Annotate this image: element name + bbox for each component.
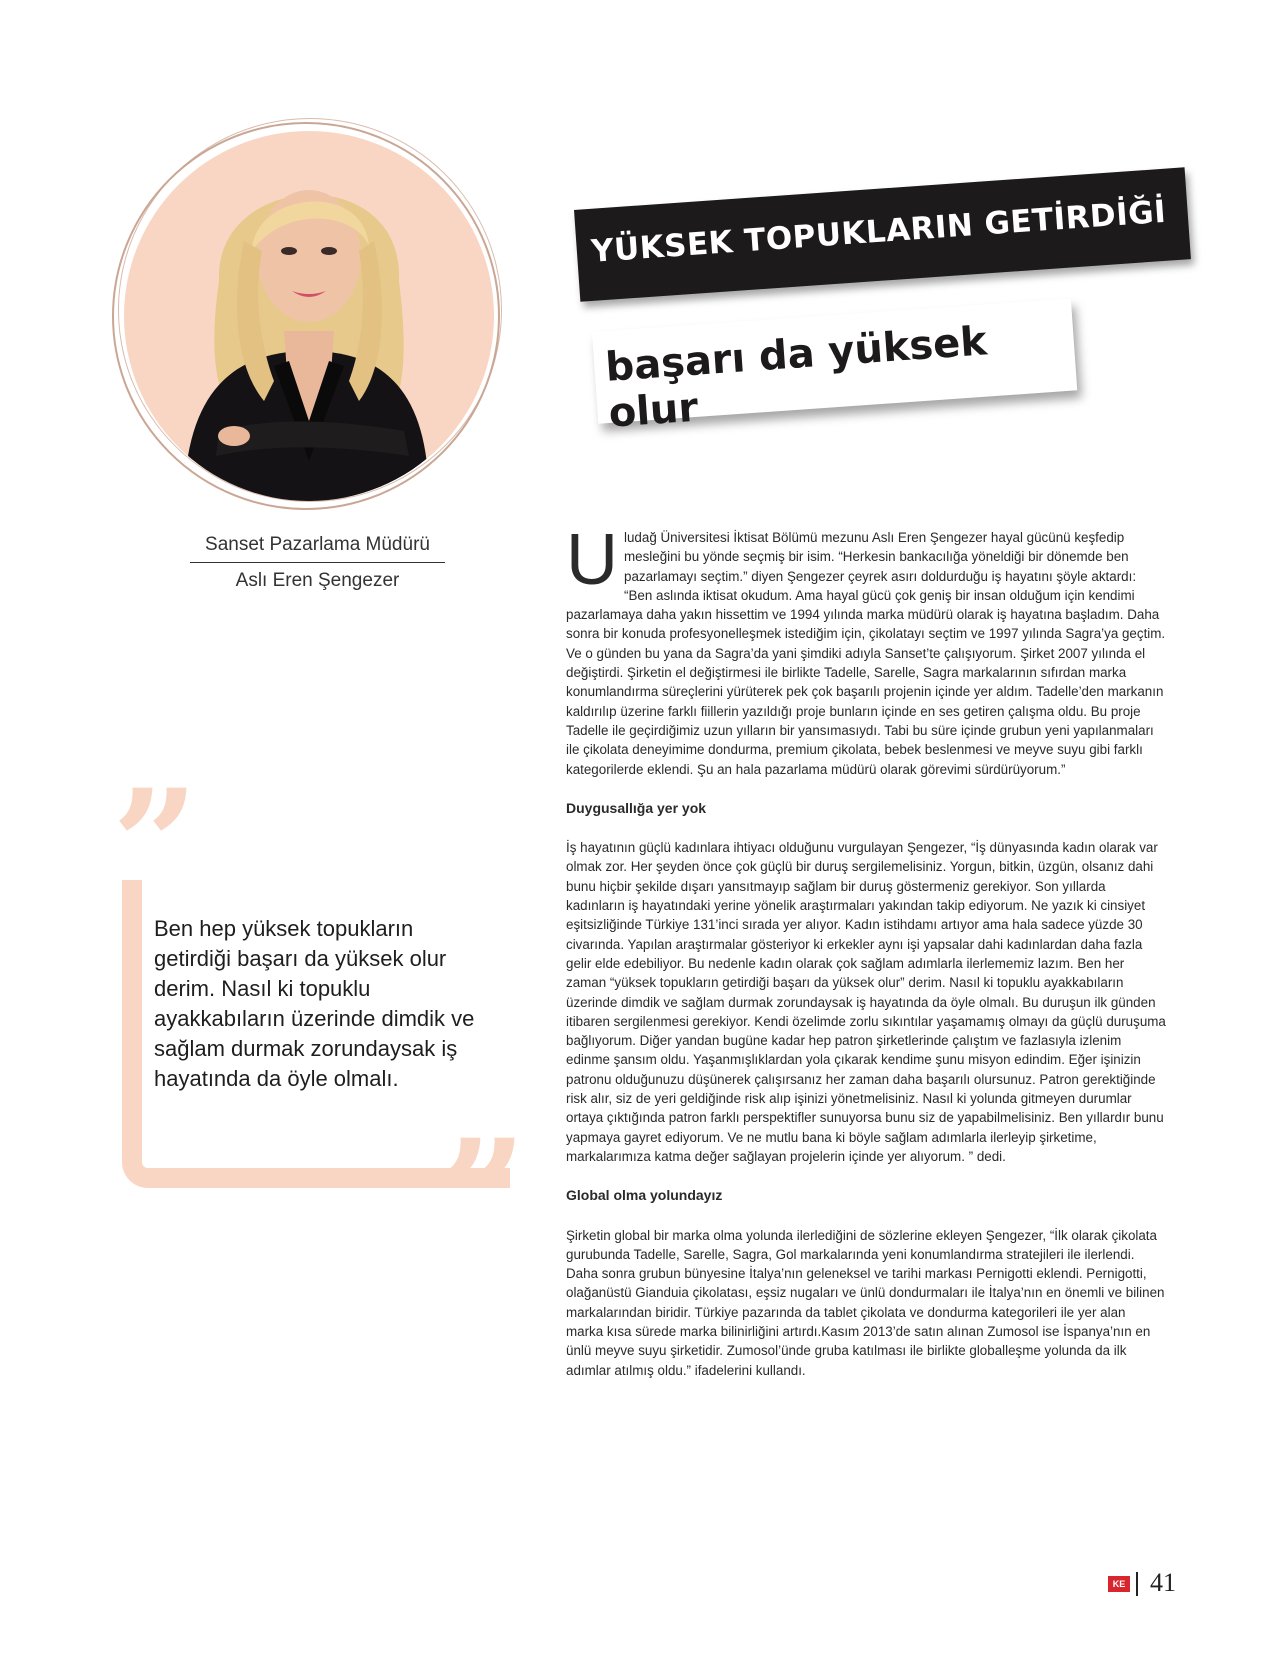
caption-role: Sanset Pazarlama Müdürü [190, 534, 445, 563]
caption-name: Aslı Eren Şengezer [235, 570, 400, 591]
quote-close-icon: ” [440, 1107, 527, 1283]
portrait-photo [124, 131, 494, 501]
title-line-2: başarı da yüksek olur [604, 318, 989, 437]
article-body [566, 520, 1166, 1380]
page-number: 41 [1150, 1568, 1176, 1597]
title-line-1: YÜKSEK TOPUKLARIN GETİRDİĞİ [590, 193, 1168, 270]
portrait-illustration [124, 131, 494, 501]
section-heading-2: Global olma yolundayız [566, 1187, 723, 1204]
footer-divider [1136, 1572, 1138, 1596]
quote-open-icon: ” [112, 757, 199, 933]
section-heading-1: Duygusallığa yer yok [566, 799, 707, 816]
drop-cap: U [566, 520, 618, 600]
article-intro-text: ludağ Üniversitesi İktisat Bölümü mezunu Aslı Eren Şengezer hayal gücünü keşfedip mesleğini bu yönde seçmiş bir isim. “Herkesin bankacılığa yöneldiği bir dönemde ben pazarlamayı seçtim.” diyen Şengezer çeyrek asırı doldurduğu iş hayatını şöyle aktardı: “Ben aslında iktisat okudum. Ama hayal gücü çok geniş bir insan olduğum için kendimi pazarlamaya daha yakın hissettim ve 1994 yılında marka müdürü olarak iş hayatına başladım. Daha sonra bir konuda profesyonelleşmek istediğim için, çikolatayı seçtim ve 1997 yılında Sagra’ya geçtim. Ve o günden bu yana da Sagra’da yani şimdiki adıyla Sanset’te çalışıyorum. Şirket 2007 yılında el değiştirdi. Şirketin el değiştirmesi ile birlikte Tadelle, Sarelle, Sagra markalarının sıfırdan marka konumlandırma süreçlerini yürüterek pek çok başarılı projenin içinde yer aldım. Tadelle’den markanın kaldırılıp üzerine farklı fiillerin yazıldığı proje bunların içinde en ses getiren çalışma oldu. Bu proje Tadelle ile geçirdiğimiz uzun yılların bir yansımasıydı. Tabi bu süre içinde grubun yeni yapılanmaları ile çikolata deneyimime dondurma, premium çikolata, bebek beslenmesi ve meyve suyu gibi farklı kategorilerde eklendi. Şu an hala pazarlama müdürü olarak görevimi sürdürüyorum.” [566, 530, 1166, 777]
article-section-1: İş hayatının güçlü kadınlara ihtiyacı olduğunu vurgulayan Şengezer, “İş dünyasında kadın olarak var olmak zor. Her şeyden önce çok güçlü bir duruş sergilemelisiniz. Yorgun, bitkin, üzgün, olsanız dahi bunu hiçbir şekilde dışarı yansıtmayıp sağlam bir duruş göstermeniz gerekiyor. Son yıllarda kadınların iş hayatındaki yerine yönelik araştırmaları yakından takip ediyorum. Ne yazık ki cinsiyet eşitsizliğinde Türkiye 131’inci sırada yer alıyor. Kadın istihdamı artıyor ama hala sadece yüzde 30 civarında. Yapılan araştırmalar gösteriyor ki erkekler aynı işi yapsalar dahi kadınlardan daha fazla gelir elde edebiliyor. Bu nedenle kadın olarak çok sağlam adımlarla ilerlememiz lazım. Ben her zaman “yüksek topukların getirdiği başarı da yüksek olur” derim. Nasıl ki topuklu ayakkabıların üzerinde dimdik ve sağlam durmak zorundaysak iş hayatında da öyle olmalı. Bu duruşun ilk günden itibaren sergilenmesi gerekiyor. Kendi özelimde zorlu sıkıntılar yaşamamış olmayı da güçlü duruşuma bağlıyorum. Diğer yandan bugüne kadar hep patron şirketlerinde çalıştım ve fazlasıyla izlenim edinme şansım oldu. Yaşanmışlıklardan yola çıkarak kendime şunu misyon edindim. Eğer işinizin patronu olduğunuzu düşünerek çalışırsanız her zaman daha başarılı olursunuz. Patron gerektiğinde risk alır, siz de yeri geldiğinde risk alıp işinizi yönetmelisiniz. Nasıl ki yolunda gitmeyen durumlar ortaya çıktığında patron farklı perspektifler sunuyorsa bunu siz de yapabilmelisiniz. Ben yıllardır bunu yapmaya gayret ediyorum. Ve ne mutlu bana ki böyle sağlam adımlarla ilerleyip şirketime, markalarımıza katma değer sağlayan projelerin içinde yer alıyorum. ” dedi. [566, 840, 1166, 1164]
pull-quote: Ben hep yüksek topukların getirdiği başarı da yüksek olur derim. Nasıl ki topuklu ayakkabıların üzerinde dimdik ve sağlam durmak zorundaysak iş hayatında da öyle olmalı. [154, 916, 475, 1091]
article-intro [566, 520, 1166, 779]
article-section-2: Şirketin global bir marka olma yolunda ilerlediğini de sözlerine ekleyen Şengezer, “İlk olarak çikolata gurubunda Tadelle, Sarelle, Sagra, Gol markalarında yeni konumlandırma stratejileri ile ilerlendi. Daha sonra grubun bünyesine İtalya’nın geleneksel ve tarihi markası Pernigotti eklendi. Pernigotti, olağanüstü Gianduia çikolatası, eşsiz nugaları ve ünlü dondurmaları ile İtalya’nın en önemli ve bilinen markalarından biridir. Türkiye pazarında da tablet çikolata ve dondurma kategorileri ile yer alan marka kısa sürede marka bilinirliğini artırdı.Kasım 2013’de satın alınan Zumosol ise İspanya’nın en ünlü meyve suyu şirketidir. Zumosol’ünde gruba katılması ile birlikte globalleşme yolunda da ilk adımlar atılmış oldu.” ifadelerini kullandı. [566, 1227, 1165, 1378]
magazine-logo: KE [1108, 1576, 1130, 1592]
